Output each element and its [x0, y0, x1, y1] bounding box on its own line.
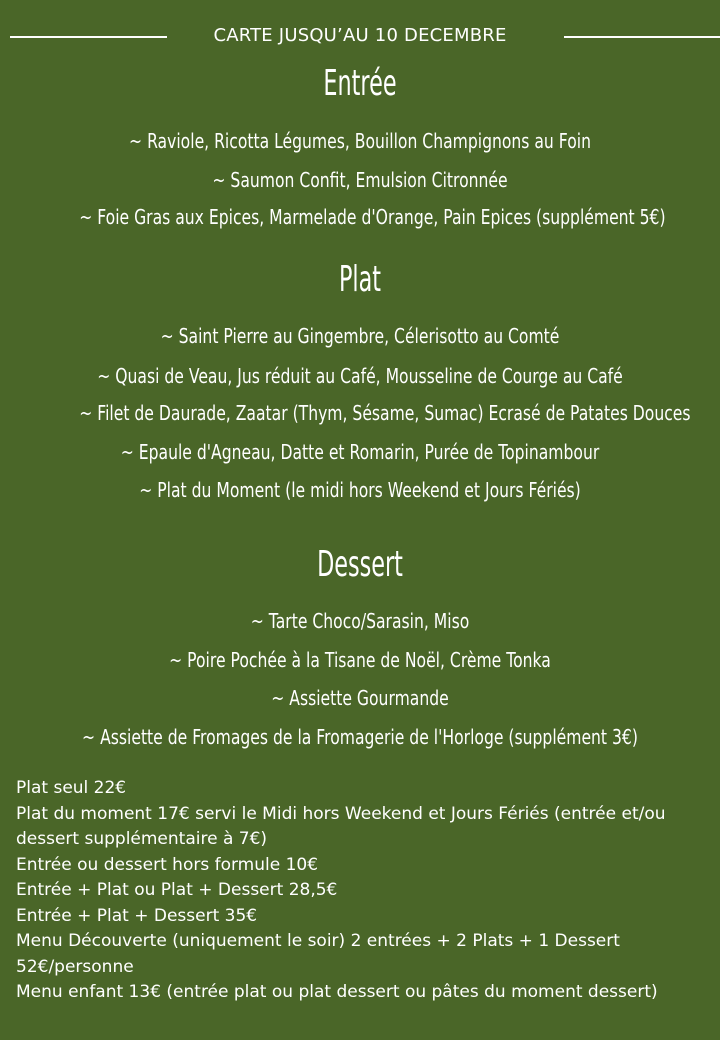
dish-item: ~ Poire Pochée à la Tisane de Noël, Crème Tonka [169, 648, 551, 672]
pricing-line: Menu Découverte (uniquement le soir) 2 entrées + 2 Plats + 1 Dessert 52€/personne [16, 931, 620, 977]
menu-period-title: CARTE JUSQU’AU 10 DECEMBRE [213, 25, 507, 46]
pricing-line: Menu enfant 13€ (entrée plat ou plat dessert ou pâtes du moment dessert) [16, 982, 658, 1002]
header-rule-right [564, 36, 720, 38]
dish-item: ~ Epaule d'Agneau, Datte et Romarin, Purée de Topinambour [120, 440, 600, 464]
dish-item: ~ Quasi de Veau, Jus réduit au Café, Mousseline de Courge au Café [97, 364, 623, 388]
pricing-line: Entrée + Plat ou Plat + Dessert 28,5€ [16, 880, 338, 900]
dish-item: ~ Assiette de Fromages de la Fromagerie de l'Horloge (supplément 3€) [82, 725, 638, 749]
pricing-line: Entrée ou dessert hors formule 10€ [16, 854, 319, 875]
dish-item: ~ Filet de Daurade, Zaatar (Thym, Sésame, Sumac) Ecrasé de Patates Douces [79, 401, 691, 425]
section-title-entree: Entrée [323, 63, 397, 104]
dish-item: ~ Saumon Confit, Emulsion Citronnée [212, 168, 508, 192]
section-title-dessert: Dessert [317, 544, 403, 585]
dish-item: ~ Raviole, Ricotta Légumes, Bouillon Champignons au Foin [129, 129, 591, 153]
pricing-line: Plat du moment 17€ servi le Midi hors Weekend et Jours Fériés (entrée et/ou dessert supplémentaire à 7€) [16, 803, 666, 849]
pricing-line: Entrée + Plat + Dessert 35€ [16, 905, 258, 926]
section-title-plat: Plat [338, 259, 382, 300]
dish-item: ~ Foie Gras aux Epices, Marmelade d'Orange, Pain Epices (supplément 5€) [79, 205, 666, 229]
dish-item: ~ Plat du Moment (le midi hors Weekend et Jours Fériés) [139, 478, 581, 502]
dish-item: ~ Assiette Gourmande [271, 686, 449, 710]
dish-item: ~ Tarte Choco/Sarasin, Miso [250, 609, 470, 633]
dish-item: ~ Saint Pierre au Gingembre, Célerisotto au Comté [160, 324, 560, 348]
pricing-list [16, 776, 712, 1006]
menu-header [0, 22, 720, 50]
pricing-line: Plat seul 22€ [16, 778, 127, 798]
